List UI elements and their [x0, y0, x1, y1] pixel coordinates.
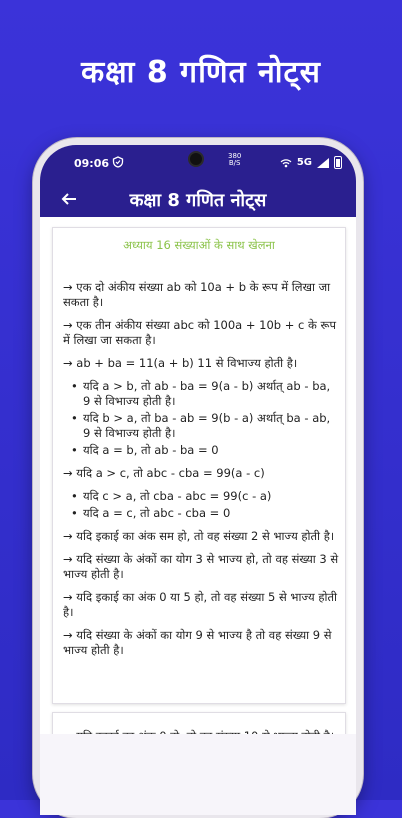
bottom-area [40, 734, 356, 815]
chapter-title: अध्याय 16 संख्याओं के साथ खेलना [123, 238, 275, 252]
hotspot-icon [280, 158, 292, 168]
note-paragraph: → ab + ba = 11(a + b) 11 से विभाज्य होती है। [63, 356, 298, 370]
note-paragraph: → यदि इकाई का अंक सम हो, तो वह संख्या 2 से भाज्य होती है। [63, 529, 335, 543]
app-bar [40, 181, 356, 217]
promo-title: कक्षा 8 गणित नोट्स [81, 55, 321, 90]
network-type: 5G [296, 157, 312, 168]
note-list [63, 379, 341, 458]
status-time: 09:06 [74, 157, 110, 170]
status-bar [40, 145, 356, 181]
list-item: • यदि b > a, तो ba - ab = 9(b - a) अर्थात् ba - ab, 9 से विभाज्य होती है। [83, 411, 341, 441]
notes-card [52, 227, 346, 704]
content-area[interactable] [40, 217, 356, 815]
signal-icon [317, 158, 329, 168]
battery-icon [334, 156, 342, 169]
note-paragraph: → एक तीन अंकीय संख्या abc को 100a + 10b + c के रूप में लिखा जा सकता है। [63, 318, 336, 347]
note-paragraph: → यदि इकाई का अंक 0 या 5 हो, तो वह संख्या 5 से भाज्य होती है। [63, 590, 337, 619]
list-item: • यदि a = c, तो abc - cba = 0 [83, 506, 341, 521]
shield-icon [112, 156, 124, 168]
list-item: • यदि a = b, तो ab - ba = 0 [83, 443, 341, 458]
app-bar-title: कक्षा 8 गणित नोट्स [129, 190, 267, 211]
data-rate [228, 153, 241, 167]
note-paragraph: → एक दो अंकीय संख्या ab को 10a + b के रूप में लिखा जा सकता है। [63, 280, 331, 309]
note-list [63, 489, 341, 521]
phone-screen [40, 145, 356, 815]
list-item: • यदि c > a, तो cba - abc = 99(c - a) [83, 489, 341, 504]
camera-cutout [188, 151, 204, 167]
data-rate-value: 380 [228, 152, 242, 160]
status-icons [280, 156, 342, 169]
notes-body [63, 280, 341, 666]
note-paragraph: → यदि a > c, तो abc - cba = 99(a - c) [63, 466, 265, 480]
note-paragraph: → यदि संख्या के अंकों का योग 9 से भाज्य है तो वह संख्या 9 से भाज्य होती है। [63, 628, 332, 657]
data-rate-unit: B/S [228, 159, 241, 167]
list-item: • यदि a > b, तो ab - ba = 9(a - b) अर्थात् ab - ba, 9 से विभाज्य होती है। [83, 379, 341, 409]
note-paragraph: → यदि संख्या के अंकों का योग 3 से भाज्य हो, तो वह संख्या 3 से भाज्य होती है। [63, 552, 339, 581]
